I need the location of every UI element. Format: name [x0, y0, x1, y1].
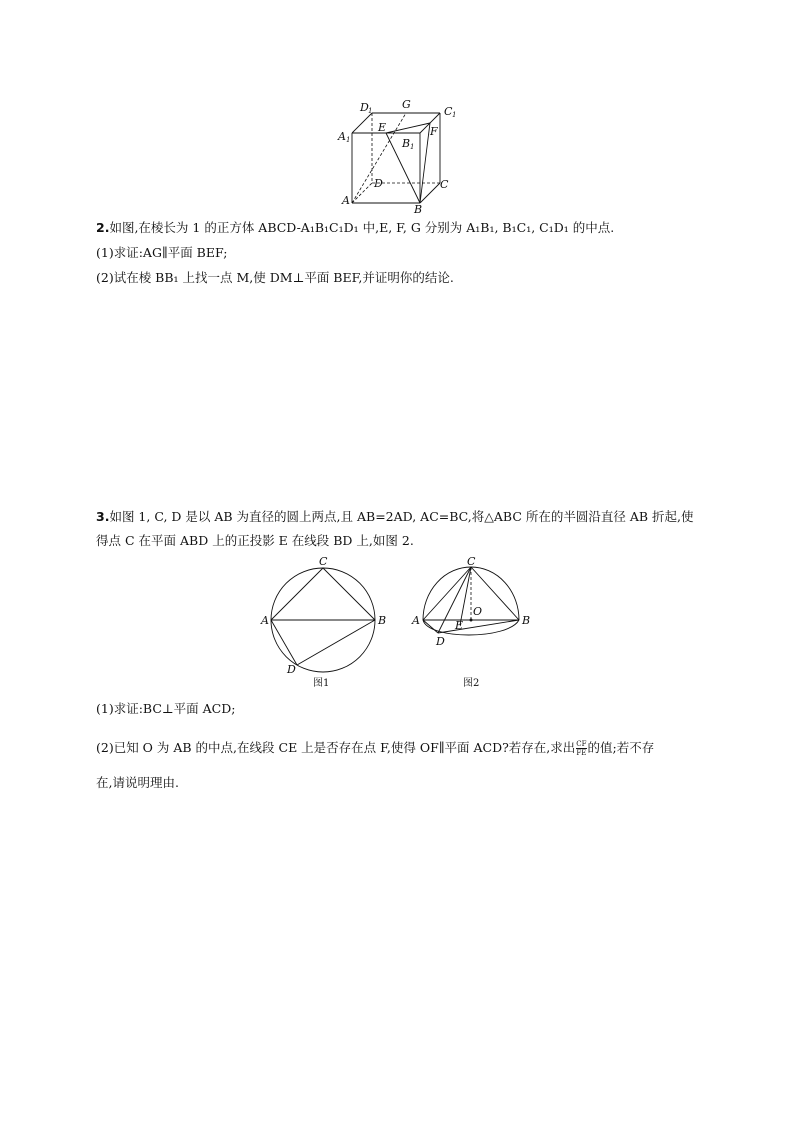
- problem2-number: 2.: [96, 220, 110, 235]
- figure1-circle: [260, 555, 390, 690]
- fig1-label-A: A: [261, 614, 269, 627]
- figure2-folded: [408, 555, 538, 690]
- fig2-label-A: A: [412, 614, 420, 627]
- problem3-stem-line2: 得点 C 在平面 ABD 上的正投影 E 在线段 BD 上,如图 2.: [96, 533, 414, 548]
- problem2-part1: (1)求证:AG∥平面 BEF;: [96, 245, 228, 260]
- label-C: C: [440, 178, 449, 191]
- fig1-label-C: C: [319, 555, 328, 568]
- label-C1: C: [444, 105, 453, 118]
- problem2-stem: 2.如图,在棱长为 1 的正方体 ABCD-A₁B₁C₁D₁ 中,E, F, G 分别为 A₁B₁, B₁C₁, C₁D₁ 的中点.: [96, 220, 615, 235]
- label-F: F: [430, 125, 438, 138]
- fig2-label-D: D: [436, 635, 445, 648]
- label-D1-sub: 1: [368, 107, 373, 115]
- problem2-part2: (2)试在棱 BB₁ 上找一点 M,使 DM⊥平面 BEF,并证明你的结论.: [96, 270, 454, 285]
- problem3-part1: (1)求证:BC⊥平面 ACD;: [96, 701, 236, 716]
- fig1-caption: 图1: [313, 678, 330, 689]
- label-B1: B: [402, 137, 411, 150]
- fig1-label-B: B: [378, 614, 387, 627]
- label-A1-sub: 1: [346, 136, 351, 144]
- fig2-label-E: E: [455, 619, 464, 632]
- label-A1: A: [338, 130, 346, 143]
- label-C1-sub: 1: [452, 111, 457, 119]
- fig2-label-C: C: [467, 555, 476, 568]
- label-E: E: [378, 121, 387, 134]
- label-B: B: [414, 203, 423, 215]
- fig2-caption: 图2: [463, 678, 480, 689]
- label-D: D: [374, 177, 383, 190]
- fig2-label-O: O: [473, 605, 483, 618]
- fig2-label-B: B: [522, 614, 531, 627]
- fig1-label-D: D: [287, 663, 296, 676]
- problem3-part2-line2: 在,请说明理由.: [96, 775, 179, 790]
- problem3-part2: (2)已知 O 为 AB 的中点,在线段 CE 上是否存在点 F,使得 OF∥平面 ACD?若存在,求出 $\frac{CF}{FE}$ 的值;若不存: [96, 740, 655, 757]
- problem3-number: 3.: [96, 509, 110, 524]
- fraction-cf-fe: $\frac{CF}{FE}$: [576, 740, 587, 757]
- label-D1: D: [360, 101, 369, 114]
- cube-figure: [330, 95, 470, 215]
- label-G: G: [402, 98, 411, 111]
- label-B1-sub: 1: [410, 143, 415, 151]
- label-A: A: [342, 194, 350, 207]
- problem3-stem-line1: 3.如图 1, C, D 是以 AB 为直径的圆上两点,且 AB=2AD, AC=BC,将△ABC 所在的半圆沿直径 AB 折起,使: [96, 509, 694, 524]
